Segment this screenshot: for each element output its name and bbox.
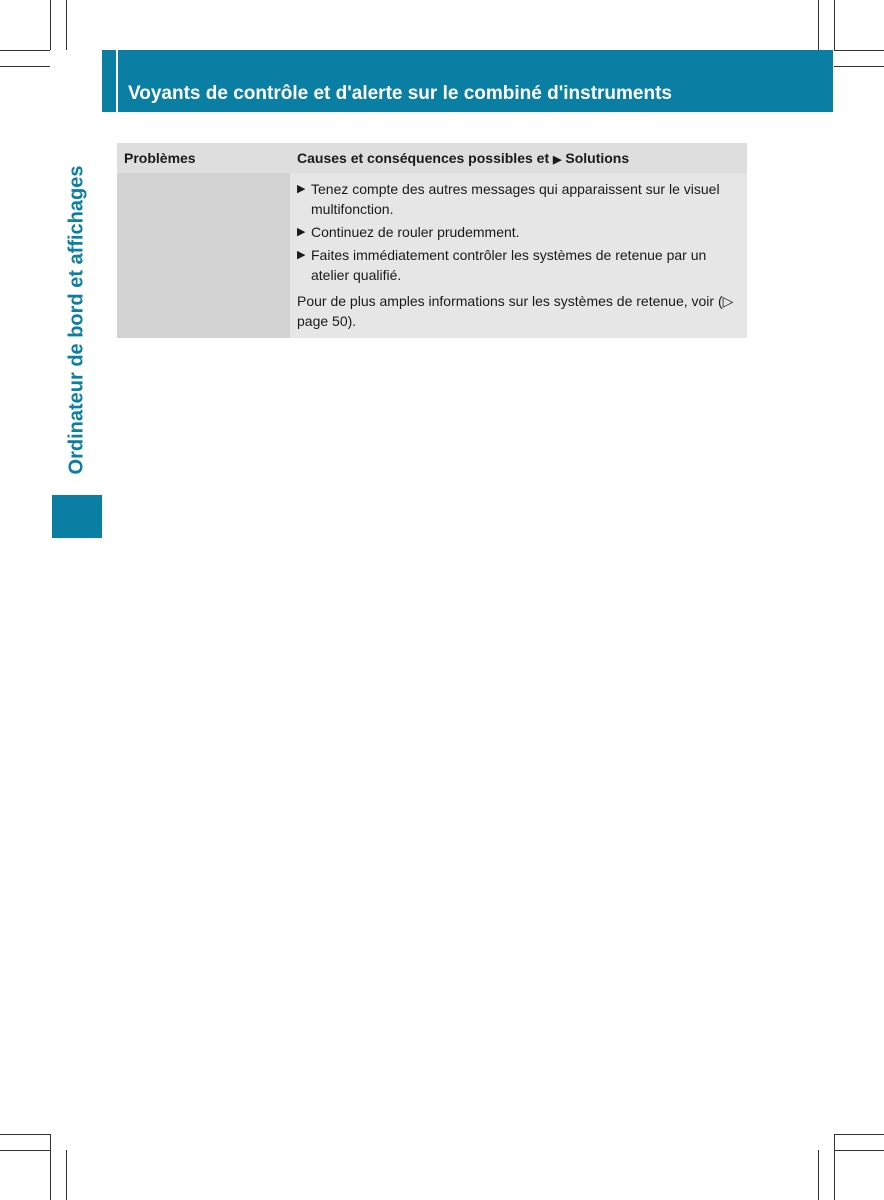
crop-mark xyxy=(834,50,884,51)
page-title: Voyants de contrôle et d'alerte sur le combiné d'instruments xyxy=(128,83,672,104)
info-table xyxy=(117,143,747,338)
arrow-right-icon: ▶ xyxy=(297,249,306,261)
list-item-text: Tenez compte des autres messages qui apparaissent sur le visuel multifonction. xyxy=(311,181,720,217)
reference-note-end: ). xyxy=(347,313,357,329)
crop-mark xyxy=(50,1134,51,1200)
column-header-causes xyxy=(290,143,747,173)
crop-mark xyxy=(0,1150,50,1151)
table-row xyxy=(117,173,747,338)
page-ref-icon: ▷ xyxy=(722,293,734,309)
crop-mark xyxy=(818,1150,819,1200)
header-divider xyxy=(116,50,118,112)
arrow-right-icon: ▶ xyxy=(297,183,306,195)
list-item-text: Faites immédiatement contrôler les systèmes de retenue par un atelier qualifié. xyxy=(311,247,707,283)
crop-mark xyxy=(834,66,884,67)
crop-mark xyxy=(834,0,835,50)
arrow-right-icon: ▶ xyxy=(553,154,562,166)
solution-cell xyxy=(290,173,747,338)
side-tab-label-wrap xyxy=(52,150,102,490)
crop-mark xyxy=(0,66,50,67)
arrow-right-icon: ▶ xyxy=(297,226,306,238)
crop-mark xyxy=(66,0,67,50)
problem-cell xyxy=(117,173,290,338)
side-tab-marker xyxy=(52,495,102,538)
crop-mark xyxy=(834,1134,884,1135)
crop-mark xyxy=(50,0,51,50)
crop-mark xyxy=(0,1134,50,1135)
list-item xyxy=(297,179,740,219)
reference-note xyxy=(297,291,740,331)
crop-mark xyxy=(834,1134,835,1200)
side-tab-label: Ordinateur de bord et affichages xyxy=(65,165,88,475)
column-header-problems: Problèmes xyxy=(117,143,290,173)
crop-mark xyxy=(834,1150,884,1151)
table-header-row xyxy=(117,143,747,173)
reference-note-text: Pour de plus amples informations sur les systèmes de retenue, voir ( xyxy=(297,293,723,309)
crop-mark xyxy=(66,1150,67,1200)
page-header xyxy=(52,50,833,112)
column-header-causes-text: Causes et conséquences possibles et xyxy=(297,150,550,166)
list-item-text: Continuez de rouler prudemment. xyxy=(311,224,520,240)
crop-mark xyxy=(0,50,50,51)
list-item xyxy=(297,222,740,242)
page-reference-link[interactable]: page 50 xyxy=(297,313,348,329)
column-header-solutions-text: Solutions xyxy=(565,150,630,166)
crop-mark xyxy=(818,0,819,50)
list-item xyxy=(297,245,740,285)
